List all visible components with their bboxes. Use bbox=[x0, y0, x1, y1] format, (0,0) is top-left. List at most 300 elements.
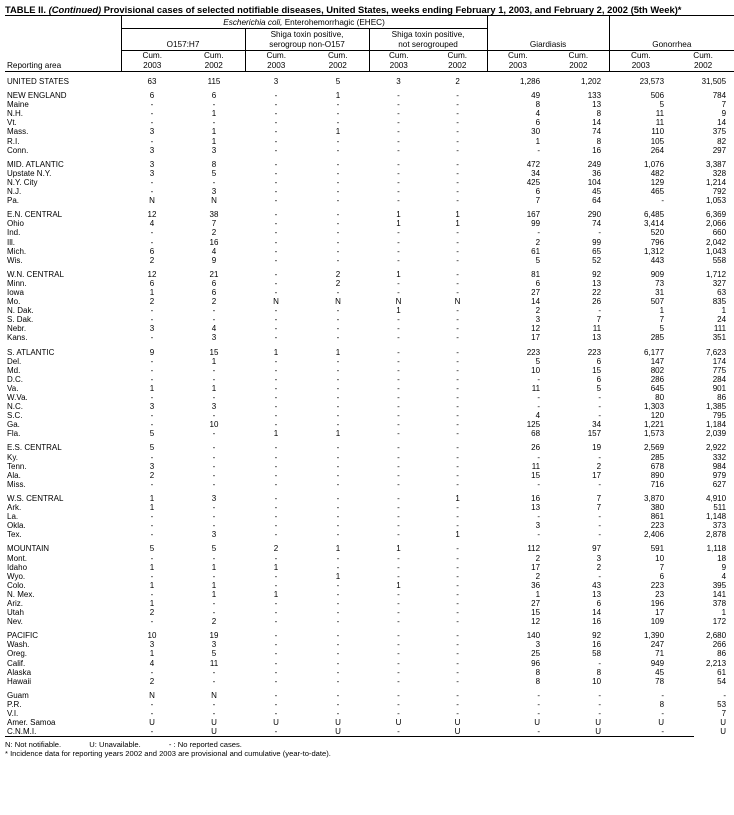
value-cell: 5 bbox=[149, 429, 155, 439]
value-cell: 796 bbox=[650, 237, 665, 247]
value-cell: 511 bbox=[713, 503, 727, 513]
value-cell: 5 bbox=[659, 100, 665, 110]
value-cell: 73 bbox=[655, 278, 665, 288]
value-cell: - bbox=[456, 315, 459, 325]
value-cell: - bbox=[274, 393, 278, 402]
value-cell: 520 bbox=[650, 228, 665, 238]
value-cell: - bbox=[336, 658, 340, 668]
value-cell: 1 bbox=[396, 210, 401, 220]
value-cell: 7 bbox=[721, 709, 727, 718]
table-row bbox=[5, 160, 734, 169]
value-cell: 25 bbox=[531, 649, 541, 659]
value-cell: - bbox=[336, 145, 340, 155]
value-cell: - bbox=[212, 452, 216, 462]
reporting-area-cell: Upstate N.Y. bbox=[7, 168, 52, 178]
value-cell: - bbox=[456, 699, 459, 709]
value-cell: - bbox=[456, 461, 459, 471]
reporting-area-cell: Vt. bbox=[7, 118, 17, 128]
value-cell: 4,910 bbox=[706, 493, 727, 503]
value-cell: - bbox=[397, 429, 400, 439]
value-cell: - bbox=[336, 109, 340, 119]
value-cell: - bbox=[336, 187, 340, 197]
value-cell: - bbox=[274, 228, 278, 238]
value-cell: - bbox=[456, 443, 459, 453]
reporting-area-cell: Maine bbox=[7, 100, 29, 110]
col-header: Cum. 2002 bbox=[568, 51, 589, 70]
col-header: Cum. 2003 bbox=[369, 51, 428, 72]
reporting-area-cell: Iowa bbox=[7, 287, 24, 297]
value-cell: 1,712 bbox=[706, 269, 727, 279]
footnote-dash: - : No reported cases. bbox=[168, 740, 242, 750]
value-cell: - bbox=[274, 553, 278, 563]
value-cell: 10 bbox=[209, 420, 219, 430]
value-cell: - bbox=[336, 365, 340, 375]
value-cell: U bbox=[534, 718, 541, 728]
value-cell: - bbox=[274, 709, 278, 718]
table-row bbox=[5, 429, 734, 438]
value-cell: 109 bbox=[650, 617, 665, 627]
value-cell: - bbox=[274, 530, 278, 540]
report-table-page bbox=[5, 0, 727, 759]
value-cell: - bbox=[537, 709, 541, 718]
value-cell: 3,414 bbox=[644, 219, 665, 229]
value-cell: - bbox=[336, 411, 340, 421]
value-cell: - bbox=[336, 255, 340, 265]
value-cell: - bbox=[274, 690, 278, 700]
value-cell: 5 bbox=[596, 383, 602, 393]
value-cell: 1 bbox=[149, 383, 155, 393]
value-cell: 264 bbox=[650, 145, 665, 155]
value-cell: - bbox=[336, 246, 340, 256]
value-cell: - bbox=[274, 580, 278, 590]
value-cell: 2,213 bbox=[706, 658, 727, 668]
value-cell: 890 bbox=[650, 470, 665, 480]
value-cell: - bbox=[397, 324, 400, 334]
o157-header: O157:H7 bbox=[121, 29, 245, 51]
value-cell: - bbox=[212, 699, 216, 709]
value-cell: - bbox=[150, 617, 154, 627]
value-cell: 984 bbox=[712, 461, 727, 471]
value-cell: 1,076 bbox=[644, 159, 665, 169]
value-cell: 3 bbox=[149, 324, 155, 334]
value-cell: - bbox=[212, 709, 216, 718]
value-cell: - bbox=[336, 503, 340, 513]
reporting-area-cell: Wis. bbox=[7, 255, 23, 265]
value-cell: - bbox=[456, 470, 459, 480]
value-cell: 2,569 bbox=[644, 443, 665, 453]
value-cell: 297 bbox=[712, 145, 727, 155]
table-row bbox=[5, 288, 734, 297]
value-cell: 1,184 bbox=[706, 420, 727, 430]
value-cell: - bbox=[336, 393, 340, 402]
value-cell: 1 bbox=[396, 269, 401, 279]
value-cell: - bbox=[274, 598, 278, 608]
value-cell: - bbox=[150, 100, 154, 110]
value-cell: - bbox=[456, 118, 459, 128]
footnote-star: * Incidence data for reporting years 2002 and 2003 are provisional and cumulative (year-to-date). bbox=[5, 749, 331, 759]
value-cell: - bbox=[150, 237, 154, 247]
value-cell: 1 bbox=[535, 136, 541, 146]
value-cell: - bbox=[456, 658, 459, 668]
value-cell: - bbox=[336, 709, 340, 718]
reporting-area-cell: R.I. bbox=[7, 136, 20, 146]
value-cell: - bbox=[274, 219, 278, 229]
table-row bbox=[5, 169, 734, 178]
value-cell: - bbox=[336, 649, 340, 659]
value-cell: - bbox=[598, 411, 602, 421]
value-cell: - bbox=[456, 287, 459, 297]
stx-non-line2: serogroup non-O157 bbox=[269, 40, 345, 49]
value-cell: 1,221 bbox=[644, 420, 665, 430]
table-row bbox=[5, 100, 734, 109]
value-cell: 2 bbox=[149, 470, 155, 480]
value-cell: - bbox=[212, 479, 216, 489]
value-cell: - bbox=[456, 356, 459, 366]
value-cell: - bbox=[598, 699, 602, 709]
value-cell: 6 bbox=[535, 278, 541, 288]
value-cell: 627 bbox=[712, 479, 727, 489]
value-cell: 909 bbox=[650, 269, 665, 279]
value-cell: - bbox=[456, 347, 459, 357]
value-cell: 196 bbox=[650, 598, 665, 608]
value-cell: 8 bbox=[211, 159, 217, 169]
reporting-area-cell: Wyo. bbox=[7, 571, 26, 581]
value-cell: U bbox=[211, 727, 217, 737]
value-cell: 30 bbox=[531, 127, 541, 137]
value-cell: 125 bbox=[526, 420, 541, 430]
value-cell: - bbox=[274, 512, 278, 522]
value-cell: 290 bbox=[587, 210, 602, 220]
value-cell: 21 bbox=[209, 269, 219, 279]
value-cell: - bbox=[456, 255, 459, 265]
value-cell: - bbox=[537, 393, 541, 402]
value-cell: 2,039 bbox=[706, 429, 727, 439]
value-cell: 1 bbox=[455, 219, 460, 229]
value-cell: - bbox=[150, 228, 154, 238]
value-cell: 13 bbox=[592, 589, 602, 599]
table-row bbox=[5, 617, 734, 626]
table-row bbox=[5, 315, 734, 324]
value-cell: 1,148 bbox=[706, 512, 727, 522]
value-cell: - bbox=[274, 374, 278, 384]
value-cell: N bbox=[395, 297, 402, 307]
value-cell: 5 bbox=[535, 255, 541, 265]
value-cell: - bbox=[274, 278, 278, 288]
value-cell: - bbox=[456, 589, 459, 599]
value-cell: - bbox=[456, 521, 459, 531]
value-cell: - bbox=[274, 461, 278, 471]
value-cell: 13 bbox=[592, 278, 602, 288]
table-row bbox=[5, 649, 734, 658]
value-cell: 63 bbox=[147, 77, 157, 86]
value-cell: - bbox=[397, 452, 400, 462]
value-cell: - bbox=[598, 306, 602, 316]
reporting-area-cell: N.C. bbox=[7, 402, 23, 412]
value-cell: 1 bbox=[211, 589, 217, 599]
table-row bbox=[5, 608, 734, 617]
value-cell: - bbox=[212, 429, 216, 439]
value-cell: 8 bbox=[596, 667, 602, 677]
reporting-area-cell: Ala. bbox=[7, 470, 21, 480]
value-cell: - bbox=[336, 512, 340, 522]
value-cell: - bbox=[397, 315, 400, 325]
value-cell: - bbox=[537, 228, 541, 238]
value-cell: - bbox=[397, 562, 400, 572]
value-cell: 2 bbox=[149, 676, 155, 686]
value-cell: 11 bbox=[655, 118, 665, 128]
value-cell: - bbox=[661, 727, 665, 737]
reporting-area-cell: Colo. bbox=[7, 580, 26, 590]
value-cell: 17 bbox=[592, 470, 602, 480]
col-header: Cum. 2002 bbox=[693, 51, 713, 70]
value-cell: - bbox=[212, 503, 216, 513]
value-cell: 12 bbox=[531, 324, 541, 334]
value-cell: - bbox=[397, 118, 400, 128]
value-cell: 2 bbox=[149, 297, 155, 307]
value-cell: 105 bbox=[650, 136, 665, 146]
reporting-area-cell: NEW ENGLAND bbox=[7, 91, 67, 101]
table-row bbox=[5, 357, 734, 366]
value-cell: N bbox=[149, 196, 155, 206]
value-cell: 1 bbox=[396, 219, 401, 229]
value-cell: - bbox=[336, 383, 340, 393]
value-cell: - bbox=[336, 136, 340, 146]
value-cell: 1 bbox=[149, 503, 155, 513]
value-cell: 2 bbox=[335, 269, 341, 279]
value-cell: 133 bbox=[587, 91, 602, 101]
value-cell: - bbox=[397, 287, 400, 297]
table-title bbox=[5, 0, 694, 15]
value-cell: U bbox=[658, 718, 665, 728]
value-cell: U bbox=[720, 718, 727, 728]
value-cell: - bbox=[456, 306, 459, 316]
reporting-area-cell: P.R. bbox=[7, 699, 22, 709]
value-cell: N bbox=[149, 690, 155, 700]
value-cell: - bbox=[150, 589, 154, 599]
value-cell: 1 bbox=[211, 580, 217, 590]
value-cell: - bbox=[274, 187, 278, 197]
value-cell: 3 bbox=[211, 187, 217, 197]
reporting-area-cell: Nev. bbox=[7, 617, 23, 627]
table-row bbox=[5, 178, 734, 187]
value-cell: - bbox=[456, 544, 459, 554]
value-cell: U bbox=[335, 718, 341, 728]
value-cell: - bbox=[397, 402, 400, 412]
value-cell: 13 bbox=[531, 503, 541, 513]
stx-not-line1: Shiga toxin positive, bbox=[391, 30, 465, 39]
value-cell: 53 bbox=[717, 699, 727, 709]
reporting-area-cell: Tenn. bbox=[7, 461, 27, 471]
value-cell: 99 bbox=[531, 219, 541, 229]
table-row bbox=[5, 581, 734, 590]
value-cell: - bbox=[456, 237, 459, 247]
reporting-area-cell: Conn. bbox=[7, 145, 29, 155]
value-cell: - bbox=[336, 608, 340, 618]
title-week: (5th Week)* bbox=[630, 4, 682, 15]
value-cell: 6 bbox=[535, 118, 541, 128]
value-cell: 2 bbox=[211, 228, 217, 238]
table-row bbox=[5, 443, 734, 452]
value-cell: 26 bbox=[531, 443, 541, 453]
value-cell: 247 bbox=[650, 640, 665, 650]
value-cell: - bbox=[336, 315, 340, 325]
value-cell: - bbox=[336, 631, 340, 641]
reporting-area-cell: Utah bbox=[7, 608, 24, 618]
value-cell: 1 bbox=[335, 91, 341, 101]
value-cell: 15 bbox=[592, 365, 602, 375]
value-cell: 472 bbox=[526, 159, 541, 169]
value-cell: - bbox=[598, 479, 602, 489]
value-cell: - bbox=[274, 667, 278, 677]
reporting-area-cell: Va. bbox=[7, 383, 19, 393]
footnote-u: U: Unavailable. bbox=[89, 740, 141, 750]
value-cell: 4 bbox=[149, 658, 155, 668]
value-cell: 45 bbox=[655, 667, 665, 677]
table-row bbox=[5, 77, 734, 86]
value-cell: 15 bbox=[531, 608, 541, 618]
value-cell: - bbox=[274, 196, 278, 206]
stx-not-serogrouped-header bbox=[369, 29, 487, 51]
value-cell: - bbox=[150, 306, 154, 316]
value-cell: 63 bbox=[717, 287, 727, 297]
value-cell: 784 bbox=[712, 91, 727, 101]
value-cell: - bbox=[274, 402, 278, 412]
value-cell: 13 bbox=[592, 100, 602, 110]
table-row bbox=[5, 453, 734, 462]
value-cell: - bbox=[274, 145, 278, 155]
table-row bbox=[5, 247, 734, 256]
value-cell: - bbox=[661, 690, 665, 700]
value-cell: 3 bbox=[149, 640, 155, 650]
value-cell: - bbox=[336, 333, 340, 343]
value-cell: 34 bbox=[592, 420, 602, 430]
value-cell: - bbox=[336, 228, 340, 238]
value-cell: 2 bbox=[596, 562, 602, 572]
value-cell: - bbox=[456, 196, 459, 206]
value-cell: - bbox=[397, 461, 400, 471]
value-cell: - bbox=[274, 109, 278, 119]
reporting-area-cell: E.S. CENTRAL bbox=[7, 443, 62, 453]
value-cell: - bbox=[150, 571, 154, 581]
value-cell: 6 bbox=[211, 287, 217, 297]
value-cell: - bbox=[397, 374, 400, 384]
reporting-area-cell: Ill. bbox=[7, 237, 15, 247]
value-cell: - bbox=[397, 530, 400, 540]
value-cell: - bbox=[274, 452, 278, 462]
value-cell: 3,870 bbox=[644, 493, 665, 503]
value-cell: 92 bbox=[592, 631, 602, 641]
value-cell: - bbox=[336, 210, 340, 220]
value-cell: - bbox=[456, 503, 459, 513]
value-cell: 8 bbox=[659, 699, 665, 709]
value-cell: 1 bbox=[149, 493, 155, 503]
value-cell: 1 bbox=[396, 580, 401, 590]
value-cell: 17 bbox=[655, 608, 665, 618]
value-cell: - bbox=[274, 521, 278, 531]
value-cell: 6 bbox=[596, 374, 602, 384]
value-cell: - bbox=[456, 365, 459, 375]
value-cell: - bbox=[456, 608, 459, 618]
value-cell: 167 bbox=[526, 210, 541, 220]
value-cell: - bbox=[537, 145, 541, 155]
value-cell: 15 bbox=[531, 470, 541, 480]
value-cell: - bbox=[274, 100, 278, 110]
value-cell: - bbox=[150, 667, 154, 677]
value-cell: - bbox=[150, 374, 154, 384]
value-cell: 1 bbox=[455, 210, 460, 220]
value-cell: - bbox=[336, 493, 340, 503]
value-cell: - bbox=[456, 109, 459, 119]
value-cell: - bbox=[397, 589, 400, 599]
value-cell: - bbox=[150, 699, 154, 709]
value-cell: - bbox=[456, 402, 459, 412]
value-cell: 6 bbox=[596, 356, 602, 366]
value-cell: - bbox=[598, 512, 602, 522]
value-cell: - bbox=[212, 512, 216, 522]
value-cell: - bbox=[456, 420, 459, 430]
value-cell: 9 bbox=[149, 347, 155, 357]
value-cell: 425 bbox=[526, 177, 541, 187]
value-cell: - bbox=[336, 589, 340, 599]
value-cell: - bbox=[274, 127, 278, 137]
value-cell: 9 bbox=[721, 562, 727, 572]
value-cell: 7 bbox=[535, 196, 541, 206]
value-cell: - bbox=[150, 333, 154, 343]
value-cell: - bbox=[456, 649, 459, 659]
value-cell: - bbox=[397, 571, 400, 581]
value-cell: 1 bbox=[659, 306, 665, 316]
value-cell: - bbox=[456, 452, 459, 462]
value-cell: - bbox=[397, 503, 400, 513]
value-cell: 16 bbox=[531, 493, 541, 503]
value-cell: 82 bbox=[717, 136, 727, 146]
value-cell: 1,214 bbox=[706, 177, 727, 187]
table-row bbox=[5, 270, 734, 279]
value-cell: 2,066 bbox=[706, 219, 727, 229]
value-cell: N bbox=[273, 297, 279, 307]
value-cell: 26 bbox=[592, 297, 602, 307]
value-cell: - bbox=[150, 315, 154, 325]
reporting-area-cell: Ark. bbox=[7, 503, 22, 513]
table-row bbox=[5, 554, 734, 563]
table-row bbox=[5, 640, 734, 649]
value-cell: 3 bbox=[149, 145, 155, 155]
value-cell: - bbox=[336, 479, 340, 489]
value-cell: - bbox=[336, 699, 340, 709]
value-cell: 1 bbox=[273, 347, 279, 357]
value-cell: - bbox=[274, 255, 278, 265]
value-cell: - bbox=[537, 727, 541, 737]
value-cell: 5 bbox=[211, 649, 217, 659]
value-cell: 506 bbox=[650, 91, 665, 101]
value-cell: 11 bbox=[531, 383, 541, 393]
value-cell: - bbox=[397, 553, 400, 563]
value-cell: 147 bbox=[650, 356, 665, 366]
value-cell: 795 bbox=[712, 411, 727, 421]
value-cell: - bbox=[456, 177, 459, 187]
value-cell: 2 bbox=[535, 237, 541, 247]
value-cell: 949 bbox=[650, 658, 665, 668]
value-cell: 11 bbox=[209, 658, 219, 668]
value-cell: 157 bbox=[587, 429, 602, 439]
value-cell: - bbox=[456, 278, 459, 288]
table-row bbox=[5, 718, 734, 727]
table-row bbox=[5, 462, 734, 471]
reporting-area-cell: Amer. Samoa bbox=[7, 718, 56, 728]
value-cell: 1 bbox=[455, 493, 460, 503]
value-cell: - bbox=[336, 168, 340, 178]
value-cell: - bbox=[150, 356, 154, 366]
